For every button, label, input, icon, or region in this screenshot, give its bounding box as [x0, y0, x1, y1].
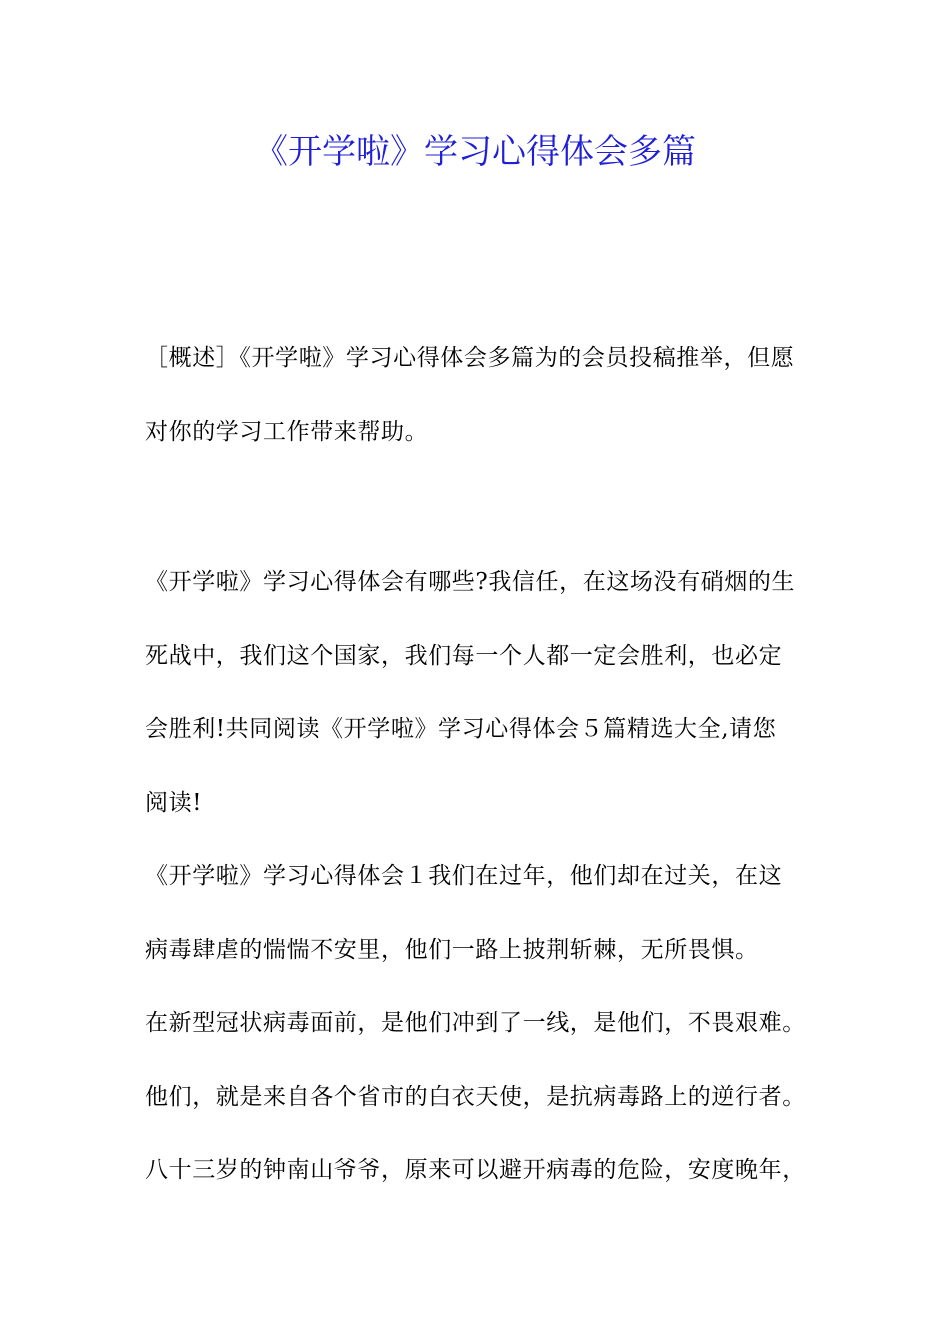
summary-line: 对你的学习工作带来帮助。 [145, 418, 429, 445]
content-line: 阅读! [145, 789, 203, 816]
content-line: 在新型冠状病毒面前，是他们冲到了一线，是他们，不畏艰难。 [145, 1010, 806, 1036]
content-line: 他们，就是来自各个省市的白衣天使，是抗病毒路上的逆行者。 [145, 1083, 806, 1110]
content-line: 死战中，我们这个国家，我们每一个人都一定会胜利，也必定 [145, 642, 783, 669]
content-line: 病毒肆虐的惴惴不安里，他们一路上披荆斩棘，无所畏惧。 [145, 936, 759, 963]
content-line: 《开学啦》学习心得体会有哪些?我信任，在这场没有硝烟的生 [145, 569, 796, 595]
document-title: 《开学啦》学习心得体会多篇 [254, 132, 696, 172]
content-line: 《开学啦》学习心得体会１我们在过年，他们却在过关，在这 [145, 863, 783, 889]
content-body [145, 546, 825, 1208]
summary-line: ［概述］《开学啦》学习心得体会多篇为的会员投稿推举，但愿 [145, 345, 795, 371]
content-line: 八十三岁的钟南山爷爷，原来可以避开病毒的危险，安度晚年， [145, 1157, 806, 1183]
content-line: 会胜利!共同阅读《开学啦》学习心得体会５篇精选大全,请您 [145, 716, 777, 742]
summary-paragraph [145, 322, 825, 469]
